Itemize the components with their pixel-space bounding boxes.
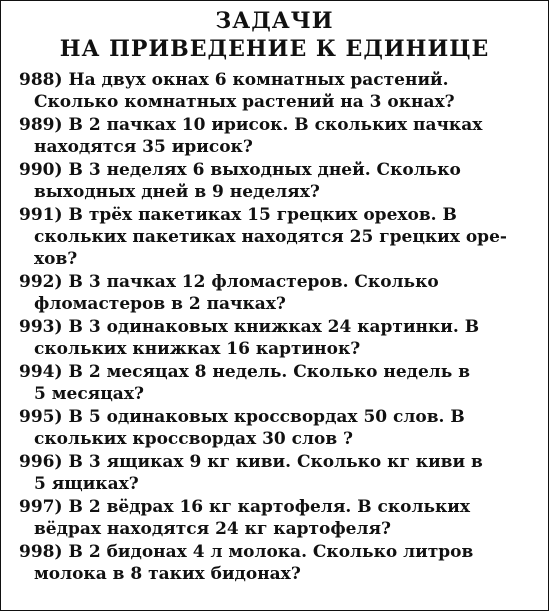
problem-text-cont: скольких кроссвордах 30 слов ? <box>34 429 354 449</box>
problem-992 <box>19 271 534 315</box>
problem-text: В 3 ящиках 9 кг киви. Сколько кг киви в <box>68 452 483 472</box>
problem-number: 996) <box>19 452 63 472</box>
problem-993 <box>19 316 534 360</box>
problem-number: 997) <box>19 497 63 517</box>
problem-text-cont: скольких книжках 16 картинок? <box>34 339 361 359</box>
problem-text-cont: молока в 8 таких бидонах? <box>34 564 301 584</box>
problem-text: В 5 одинаковых кроссвордах 50 слов. В <box>68 407 465 427</box>
problem-text-cont: скольких пакетиках находятся 25 грецких оре- <box>34 227 507 247</box>
problem-997 <box>19 496 534 540</box>
problem-text-cont: 5 месяцах? <box>34 384 144 404</box>
problem-text: В 2 месяцах 8 недель. Сколько недель в <box>68 362 471 382</box>
problem-text: В 3 неделях 6 выходных дней. Сколько <box>68 160 461 180</box>
problem-text: В 2 вёдрах 16 кг картофеля. В скольких <box>68 497 471 517</box>
problem-text-cont: вёдрах находятся 24 кг картофеля? <box>34 519 391 539</box>
problem-998 <box>19 541 534 585</box>
problem-text: В 2 пачках 10 ирисок. В скольких пачках <box>68 115 483 135</box>
problem-994 <box>19 361 534 405</box>
problem-988 <box>19 69 534 113</box>
problem-text: В 3 одинаковых книжках 24 картинки. В <box>68 317 480 337</box>
problem-text: На двух окнах 6 комнатных растений. <box>68 70 449 90</box>
problem-number: 991) <box>19 205 63 225</box>
problem-text: В 3 пачках 12 фломастеров. Сколько <box>68 272 439 292</box>
problem-text-cont: фломастеров в 2 пачках? <box>34 294 286 314</box>
problem-text: В 2 бидонах 4 л молока. Сколько литров <box>68 542 474 562</box>
problem-number: 990) <box>19 160 63 180</box>
problem-number: 995) <box>19 407 63 427</box>
problem-number: 994) <box>19 362 63 382</box>
title-line-2: НА ПРИВЕДЕНИЕ К ЕДИНИЦЕ <box>59 36 490 62</box>
problem-number: 993) <box>19 317 63 337</box>
title-block <box>1 7 548 63</box>
problem-number: 998) <box>19 542 63 562</box>
problem-text-cont: хов? <box>34 249 78 269</box>
problem-text-cont: Сколько комнатных растений на 3 окнах? <box>34 92 455 112</box>
problem-991 <box>19 204 534 270</box>
problem-text-cont: выходных дней в 9 неделях? <box>34 182 320 202</box>
problem-990 <box>19 159 534 203</box>
problem-996 <box>19 451 534 495</box>
problem-list <box>19 69 534 586</box>
problem-995 <box>19 406 534 450</box>
problem-text: В трёх пакетиках 15 грецких орехов. В <box>68 205 457 225</box>
problem-number: 989) <box>19 115 63 135</box>
problem-number: 992) <box>19 272 63 292</box>
problem-text-cont: находятся 35 ирисок? <box>34 137 253 157</box>
problem-text-cont: 5 ящиках? <box>34 474 139 494</box>
problem-989 <box>19 114 534 158</box>
title-line-1: ЗАДАЧИ <box>215 8 334 34</box>
problem-number: 988) <box>19 70 63 90</box>
